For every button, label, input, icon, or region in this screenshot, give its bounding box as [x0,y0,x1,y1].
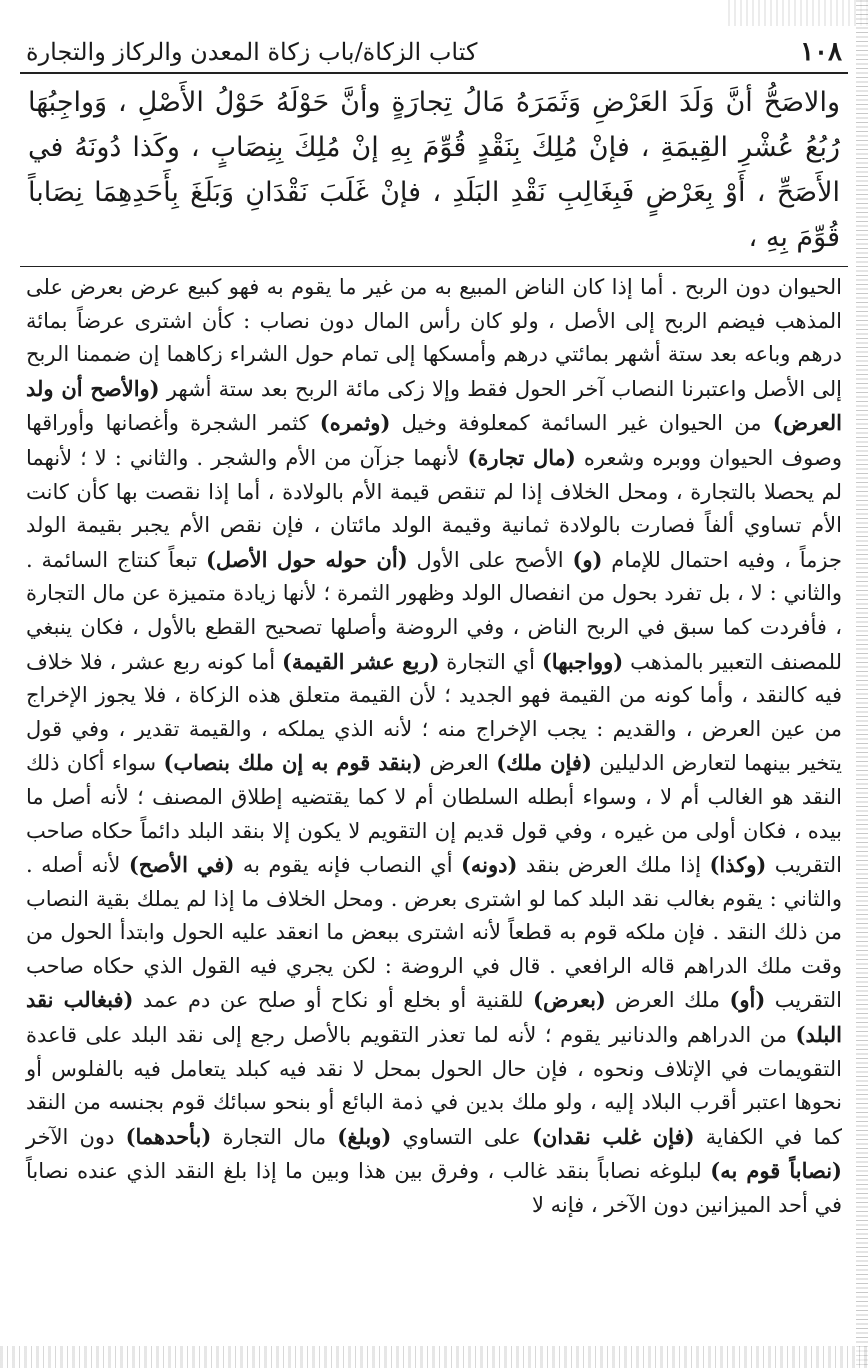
quoted-matn: (أو) [729,987,766,1013]
commentary-segment: لأنه أصله . والثاني : يقوم بغالب نقد البلد كما لو اشترى بعرض . ومحل الخلاف ما إذا لم يملك بقية النصاب من ذلك النقد . فإن ملكه قوم به قطعاً لأنه اشترى ببعض ما انعقد عليه الحول وابتدأ الحول من وقت ملك الدراهم قاله الرافعي . قال في الروضة : لكن يجري فيه القول الذي حكاه صاحب التقريب [26,853,843,1013]
running-title: كتاب الزكاة/باب زكاة المعدن والركاز والتجارة [26,38,478,66]
quoted-matn: (بأحدهما) [125,1123,212,1149]
commentary-segment: للقنية أو بخلع أو نكاح أو صلح عن دم عمد [133,988,534,1013]
quoted-matn: (وثمره) [319,410,391,436]
commentary-segment: أما كونه ربع عشر ، فلا خلاف فيه كالنقد ، وأما كونه من القيمة فهو الجديد ؛ لأن القيمة متعلق هذه الزكاة ، فلا يجوز الإخراج من عين العرض ، والقديم : يجب الإخراج منه ؛ لأنه الذي يملكه ، والقيمة تقدير ، وفي قول يتخير بينهما لتعارض الدليلين [26,649,842,776]
commentary-segment: أي النصاب فإنه يقوم به [234,853,461,878]
quoted-matn: (وبلغ) [337,1123,392,1149]
page-header [20,28,848,74]
commentary-segment: العرض [422,751,497,776]
commentary-segment: ملك العرض [605,988,730,1013]
quoted-matn: (أن حوله حول الأصل) [206,546,408,572]
commentary-segment: تبعاً كنتاج السائمة . والثاني : لا ، بل تفرد بحول من انفصال الولد وظهور الثمرة ؛ لأنها زيادة متميزة عن مال التجارة ، فأفردت كما سبق في الربح الناض ، وفي الروضة وأصلها تصحيح القطع بالأول ، فكان ينبغي للمصنف التعبير بالمذهب [26,547,843,674]
quoted-matn: (و) [572,546,603,572]
commentary-segment: أي التجارة [439,649,542,674]
book-page [20,28,848,1346]
matn-text: والاصَحُّ أنَّ وَلَدَ العَرْضِ وَثَمَرَهُ مَالُ تِجارَةٍ وأنَّ حَوْلَهُ حَوْلُ الأَصْلِ ، وَواجِبُهَا رُبُعُ عُشْرِ القِيمَةِ ، فإنْ مُلِكَ بِنَقْدٍ قُوِّمَ بِهِ إنْ مُلِكَ بِنِصَابٍ ، وكَذا دُونَهُ في الأَصَحِّ ، أَوْ بِعَرْضٍ فَبِغَالِبِ نَقْدِ البَلَدِ ، فإنْ غَلَبَ نَقْدَانِ وَبَلَغَ بِأَحَدِهِمَا نِصَاباً قُوِّمَ بِهِ ، [20,74,848,267]
quoted-matn: (مال تجارة) [467,444,576,470]
commentary-segment: دون الآخر [26,1124,126,1149]
commentary-segment: على التساوي [391,1124,532,1149]
quoted-matn: (ربع عشر القيمة) [281,648,440,674]
quoted-matn: (دونه) [460,852,518,878]
commentary-segment: من الدراهم والدنانير يقوم ؛ لأنه لما تعذر التقويم بالأصل رجع إلى نقد البلد على قاعدة التقويمات في الإتلاف ونحوه ، فإن حال الحول بمحل لا نقد فيه كبلد يتعامل فيه بالفلوس أو نحوها اعتبر أقرب البلاد إليه ، ولو ملك بدين في ذمة البائع أو بنحو سبائك قوم بجنسه من النقد كما في الكفاية [26,1023,843,1149]
page-number: ١٠٨ [800,37,842,67]
scan-edge-top [728,0,868,26]
quoted-matn: (والأصح أن ولد العرض) [26,375,842,436]
commentary-segment: الحيوان دون الربح . أما إذا كان الناض المبيع به من غير ما يقوم به فهو كبيع عرض بعرض على المذهب فيضم الربح إلى الأصل ، ولو كان رأس المال دون نصاب : كأن اشترى عرضاً بمائة درهم وباعه بعد ستة أشهر بمائتي درهم وأمسكها إلى تمام حول الشراء زكاهما إن ضممنا الربح إلى الأصل واعتبرنا النصاب آخر الحول فقط وإلا زكى مائة الربح بعد ستة أشهر [26,275,842,401]
quoted-matn: (في الأصح) [128,852,235,878]
commentary-segment: مال التجارة [211,1124,338,1149]
quoted-matn: (بنقد قوم به إن ملك بنصاب) [163,750,423,776]
commentary-segment: من الحيوان غير السائمة كمعلوفة وخيل [390,411,773,436]
scan-edge-right [856,0,868,1368]
sharh-commentary [20,267,848,1223]
commentary-segment: كثمر الشجرة وأغصانها وأوراقها وصوف الحيوان ووبره وشعره [26,411,842,470]
quoted-matn: (نصاباً قوم به) [710,1158,842,1184]
quoted-matn: (فبغالب نقد البلد) [26,987,842,1048]
quoted-matn: (بعرض) [533,987,606,1013]
quoted-matn: (فإن ملك) [496,750,592,776]
commentary-segment: سواء أكان ذلك النقد هو الغالب أم لا ، وسواء أبطله السلطان أم لا كما يقتضيه إطلاق المصنف ؛ لأنه أصل ما بيده ، فكان أولى من غيره ، وفي قول قديم إن التقويم لا يكون إلا بنقد البلد دائماً حكاه صاحب التقريب [26,751,843,878]
scan-edge-bottom [0,1346,868,1368]
quoted-matn: (فإن غلب نقدان) [531,1123,695,1149]
commentary-segment: لأنهما جزآن من الأم والشجر . والثاني : لا ؛ لأنهما لم يحصلا بالتجارة ، ومحل الخلاف إذا لم تنقص قيمة الأم بالولادة ، أما إذا نقصت بها كأن كانت الأم تساوي ألفاً فصارت بالولادة ثمانية وقيمة الولد مائتان ، فإن نقص الأم يجبر بقيمة الولد جزماً ، وفيه احتمال للإمام [26,445,842,572]
commentary-segment: الأصح على الأول [407,547,573,572]
commentary-segment: إذا ملك العرض بنقد [517,853,710,878]
quoted-matn: (وواجبها) [541,648,624,674]
quoted-matn: (وكذا) [709,852,767,878]
commentary-segment: لبلوغه نصاباً بنقد غالب ، وفرق بين هذا وبين ما إذا بلغ النقد الذي عنده نصاباً في أحد الميزانين دون الآخر ، فإنه لا [26,1159,842,1218]
